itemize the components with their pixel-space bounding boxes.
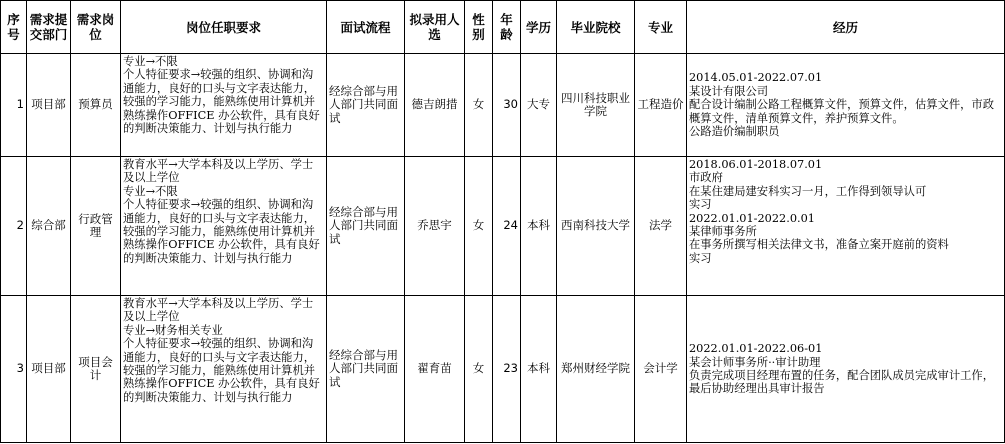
header-age: 年龄 [493,1,521,54]
row-requirements: 专业→不限 个人特征要求→较强的组织、协调和沟通能力，良好的口头与文字表达能力，较强的学习能力，能熟练使用计算机并熟练操作OFFICE 办公软件，具有良好的判断决策能力、计划与执行能力 [121,54,327,157]
header-duty: 岗位任职要求 [121,1,327,54]
row-edu: 本科 [521,296,557,443]
header-dept: 需求提交部门 [27,1,71,54]
row-age: 23 [493,296,521,443]
row-edu: 大专 [521,54,557,157]
row-dept: 项目部 [27,296,71,443]
row-gender: 女 [465,157,493,296]
table-row [1,157,1005,296]
row-major: 会计学 [635,296,687,443]
row-school: 西南科技大学 [557,157,635,296]
row-no: 2 [1,157,27,296]
row-school: 郑州财经学院 [557,296,635,443]
row-candidate: 德吉朗措 [405,54,465,157]
row-requirements: 教育水平→大学本科及以上学历、学士及以上学位 专业→财务相关专业 个人特征要求→较强的组织、协调和沟通能力，良好的口头与文字表达能力，较强的学习能力，能熟练使用计算机并熟练操作OFFICE 办公软件，具有良好的判断决策能力、计划与执行能力 [121,296,327,443]
row-experience: 2022.01.01-2022.06-01 某会计师事务所··审计助理 负责完成项目经理布置的任务，配合团队成员完成审计工作，最后协助经理出具审计报告 [687,296,1005,443]
row-candidate: 翟育苗 [405,296,465,443]
row-experience: 2014.05.01-2022.07.01 某设计有限公司 配合设计编制公路工程概算文件，预算文件，估算文件，市政概算文件，清单预算文件，养护预算文件。 公路造价编制职员 [687,54,1005,157]
header-process: 面试流程 [327,1,405,54]
header-edu: 学历 [521,1,557,54]
row-post: 项目会计 [71,296,121,443]
row-post: 行政管理 [71,157,121,296]
header-school: 毕业院校 [557,1,635,54]
row-post: 预算员 [71,54,121,157]
row-dept: 项目部 [27,54,71,157]
row-gender: 女 [465,296,493,443]
row-candidate: 乔思宇 [405,157,465,296]
row-major: 工程造价 [635,54,687,157]
row-no: 1 [1,54,27,157]
header-gender: 性别 [465,1,493,54]
row-gender: 女 [465,54,493,157]
row-dept: 综合部 [27,157,71,296]
row-age: 30 [493,54,521,157]
row-process: 经综合部与用人部门共同面试 [327,296,405,443]
header-hire: 拟录用人选 [405,1,465,54]
row-process: 经综合部与用人部门共同面试 [327,54,405,157]
header-major: 专业 [635,1,687,54]
row-age: 24 [493,157,521,296]
row-no: 3 [1,296,27,443]
header-no: 序号 [1,1,27,54]
row-major: 法学 [635,157,687,296]
header-exp: 经历 [687,1,1005,54]
row-requirements: 教育水平→大学本科及以上学历、学士及以上学位 专业→不限 个人特征要求→较强的组织、协调和沟通能力，良好的口头与文字表达能力，较强的学习能力，能熟练使用计算机并熟练操作OFFICE 办公软件，具有良好的判断决策能力、计划与执行能力 [121,157,327,296]
header-row [1,1,1005,54]
table-row [1,54,1005,157]
row-experience: 2018.06.01-2018.07.01 市政府 在某住建局建安科实习一月，工作得到领导认可 实习 2022.01.01-2022.0.01 某律师事务所 在事务所撰写相关法律文书，准备立案开庭前的资料 实习 [687,157,1005,296]
table-row [1,296,1005,443]
row-edu: 本科 [521,157,557,296]
row-school: 四川科技职业学院 [557,54,635,157]
row-process: 经综合部与用人部门共同面试 [327,157,405,296]
header-post: 需求岗位 [71,1,121,54]
